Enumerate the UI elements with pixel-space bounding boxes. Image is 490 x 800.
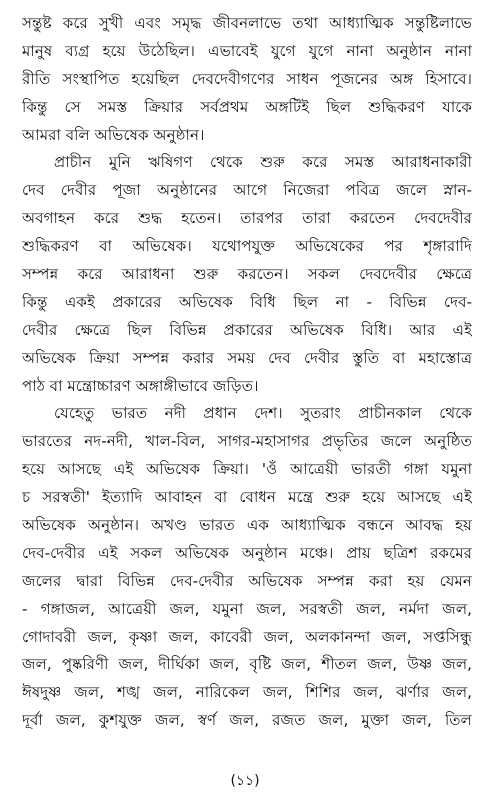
text-line: মানুষ ব্যগ্র হয়ে উঠেছিল। এভাবেই যুগে যুগে নানা অনুষ্ঠান নানা bbox=[22, 41, 472, 60]
text-line: কিন্তু একই প্রকারের অভিষেক বিধি ছিল না - বিভিন্ন দেব- bbox=[22, 292, 472, 311]
text-line: যেহেতু ভারত নদী প্রধান দেশ। সুতরাং প্রাচীনকাল থেকে bbox=[54, 404, 472, 423]
text-line: চ সরস্বতী' ইত্যাদি আবাহন বা বোধন মন্ত্রে শুরু হয়ে আসছে এই bbox=[22, 488, 472, 507]
text-line: হয়ে আসছে এই অভিষেক ক্রিয়া। 'ওঁ আত্রেয়ী ভারতী গঙ্গা যমুনা bbox=[22, 460, 472, 479]
text-line: অভিষেক অনুষ্ঠান। অখণ্ড ভারত এক আধ্যাত্মিক বন্ধনে আবদ্ধ হয় bbox=[22, 516, 472, 535]
text-line: দূর্বা জল, কুশযুক্ত জল, স্বর্ণ জল, রজত জল, মুক্তা জল, তিল bbox=[22, 711, 472, 730]
text-line: জলের দ্বারা বিভিন্ন দেব-দেবীর অভিষেক সম্পন্ন করা হয় যেমন bbox=[22, 571, 472, 590]
text-line: জল, পুষ্করিণী জল, দীর্ঘিকা জল, বৃষ্টি জল, শীতল জল, উষ্ণ জল, bbox=[22, 655, 472, 674]
text-line: রীতি সংস্থাপিত হয়েছিল দেবদেবীগণের সাধন পূজনের অঙ্গ হিসাবে। bbox=[22, 69, 472, 88]
paragraph-2 bbox=[22, 149, 472, 400]
paragraph-3 bbox=[22, 400, 472, 735]
text-line: সন্তুষ্ট করে সুখী এবং সমৃদ্ধ জীবনলাভে তথা আধ্যাত্মিক সন্তুষ্টিলাভে bbox=[22, 14, 472, 32]
text-line: প্রাচীন মুনি ঋষিগণ থেকে শুরু করে সমস্ত আরাধনাকারী bbox=[54, 153, 472, 172]
text-line: শুদ্ধিকরণ বা অভিষেক। যথোপযুক্ত অভিষেকের পর শৃঙ্গারাদি bbox=[22, 237, 472, 256]
paragraph-1 bbox=[22, 10, 472, 149]
text-line: ভারতের নদ-নদী, খাল-বিল, সাগর-মহাসাগর প্রভৃতির জলে অনুষ্ঠিত bbox=[22, 432, 472, 451]
text-line: ঈষদুষ্ণ জল, শঙ্খ জল, নারিকেল জল, শিশির জল, ঝর্ণার জল, bbox=[22, 683, 472, 702]
text-line: দেবীর ক্ষেত্রে ছিল বিভিন্ন প্রকারের অভিষেক বিধি। আর এই bbox=[22, 320, 472, 339]
text-line: কিন্তু সে সমস্ত ক্রিয়ার সর্বপ্রথম অঙ্গটিই ছিল শুদ্ধিকরণ যাকে bbox=[22, 97, 472, 116]
text-line: পাঠ বা মন্ত্রোচ্চারণ অঙ্গাঙ্গীভাবে জড়িত। bbox=[22, 376, 259, 395]
text-line: অভিষেক ক্রিয়া সম্পন্ন করার সময় দেব দেবীর স্তুতি বা মহাস্তোত্র bbox=[22, 348, 472, 367]
text-line: গোদাবরী জল, কৃষ্ণা জল, কাবেরী জল, অলকানন্দা জল, সপ্তসিন্ধু bbox=[22, 627, 472, 646]
text-line: আমরা বলি অভিষেক অনুষ্ঠান। bbox=[22, 125, 205, 144]
text-line: দেব-দেবীর এই সকল অভিষেক অনুষ্ঠান মঞ্চে। প্রায় ছত্রিশ রকমের bbox=[22, 543, 472, 562]
text-line: সম্পন্ন করে আরাধনা শুরু করতেন। সকল দেবদেবীর ক্ষেত্রে bbox=[22, 265, 472, 284]
page-number: (১১) bbox=[230, 773, 260, 789]
text-line: - গঙ্গাজল, আত্রেয়ী জল, যমুনা জল, সরস্বতী জল, নর্মদা জল, bbox=[22, 599, 472, 618]
text-line: অবগাহন করে শুদ্ধ হতেন। তারপর তারা করতেন দেবদেবীর bbox=[22, 209, 472, 228]
text-line: দেব দেবীর পূজা অনুষ্ঠানের আগে নিজেরা পবিত্র জলে স্নান- bbox=[22, 181, 472, 200]
